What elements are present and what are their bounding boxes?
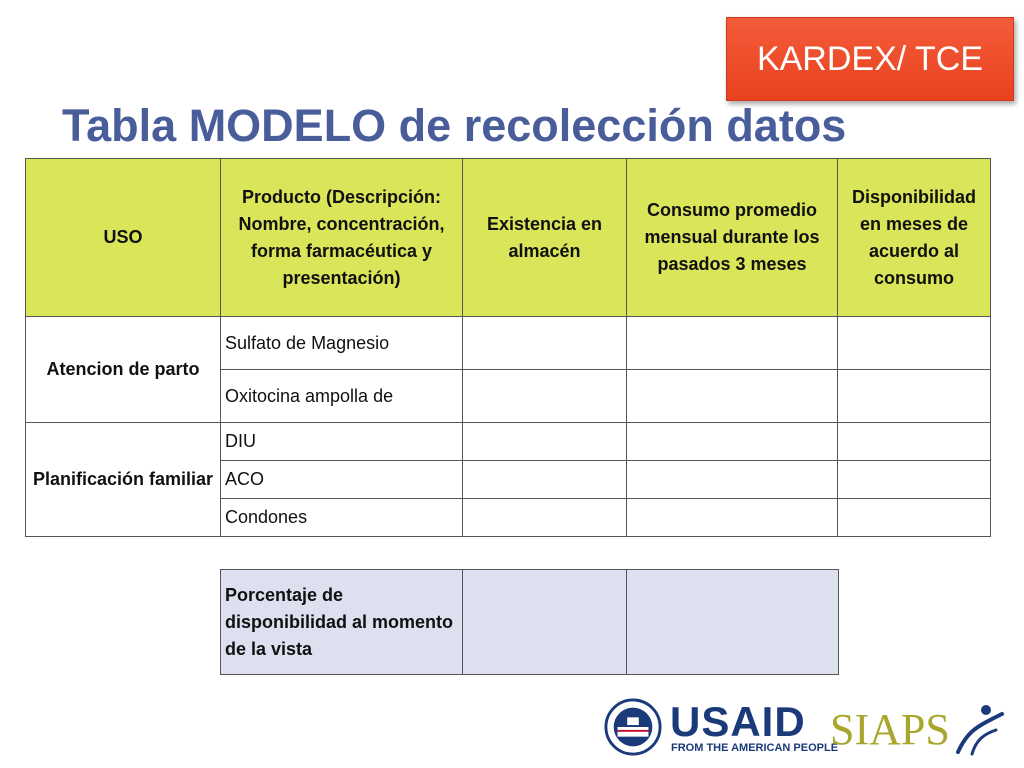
usaid-tagline: FROM THE AMERICAN PEOPLE [671,742,839,754]
uso-cell: Atencion de parto [26,317,221,423]
percentage-existencia-cell[interactable] [463,570,627,675]
header-existencia: Existencia en almacén [463,159,627,317]
header-producto: Producto (Descripción: Nombre, concentración, forma farmacéutica y presentación) [221,159,463,317]
header-uso: USO [26,159,221,317]
header-consumo: Consumo promedio mensual durante los pasados 3 meses [627,159,838,317]
page-title: Tabla MODELO de recolección datos [62,100,847,151]
existencia-cell[interactable] [463,499,627,537]
consumo-cell[interactable] [627,499,838,537]
data-collection-table [25,158,991,537]
disponibilidad-cell[interactable] [838,461,991,499]
percentage-label: Porcentaje de disponibilidad al momento de la vista [221,570,463,675]
header-row [26,159,991,317]
product-cell: ACO [221,461,463,499]
table-row [26,423,991,461]
product-cell: Condones [221,499,463,537]
usaid-seal-icon [604,698,662,756]
siaps-figure-icon [950,700,1010,758]
consumo-cell[interactable] [627,370,838,423]
percentage-consumo-cell[interactable] [627,570,839,675]
existencia-cell[interactable] [463,423,627,461]
disponibilidad-cell[interactable] [838,423,991,461]
uso-cell: Planificación familiar [26,423,221,537]
consumo-cell[interactable] [627,461,838,499]
product-cell: Sulfato de Magnesio [221,317,463,370]
usaid-logo: USAID [670,698,806,745]
product-cell: Oxitocina ampolla de [221,370,463,423]
disponibilidad-cell[interactable] [838,317,991,370]
product-cell: DIU [221,423,463,461]
disponibilidad-cell[interactable] [838,370,991,423]
existencia-cell[interactable] [463,317,627,370]
consumo-cell[interactable] [627,317,838,370]
percentage-table [220,569,839,675]
consumo-cell[interactable] [627,423,838,461]
footer-logos [600,692,1010,762]
disponibilidad-cell[interactable] [838,499,991,537]
existencia-cell[interactable] [463,370,627,423]
siaps-logo: SIAPS [830,705,950,754]
table-row [26,317,991,370]
table-row [221,570,839,675]
header-disponibilidad: Disponibilidad en meses de acuerdo al consumo [838,159,991,317]
existencia-cell[interactable] [463,461,627,499]
kardex-tce-badge: KARDEX/ TCE [726,17,1014,101]
